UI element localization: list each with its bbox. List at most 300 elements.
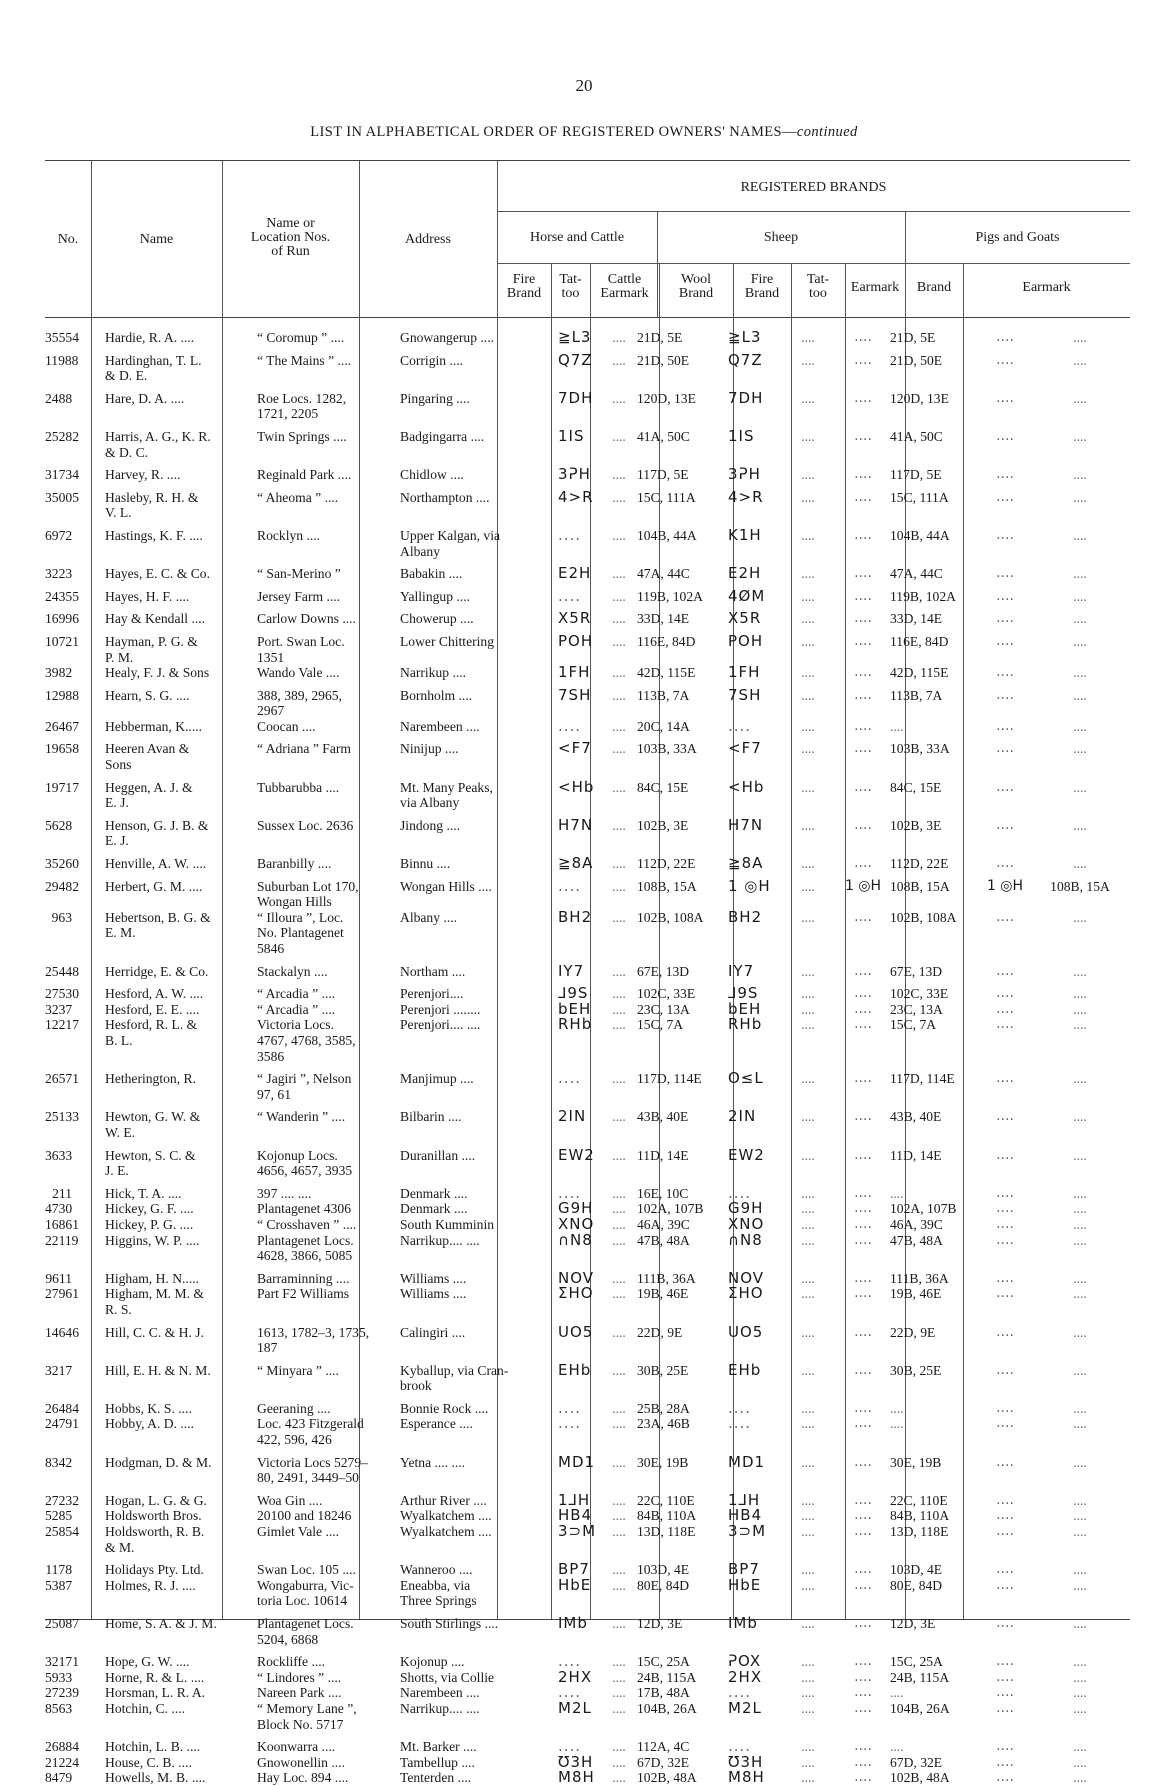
sheep-tattoo: ....	[854, 389, 872, 406]
sheep-tattoo: ....	[854, 565, 872, 582]
run-location: Suburban Lot 170, Wongan Hills	[257, 878, 359, 910]
sheep-earmark: 13D, 118E	[890, 1524, 949, 1540]
sheep-earmark: 15C, 7A	[890, 1017, 937, 1033]
sheep-tattoo: ....	[854, 1738, 872, 1755]
horse-fire-brand: 3ᕈH	[558, 465, 591, 484]
pig-earmark: ....	[1073, 1017, 1087, 1033]
sheep-tattoo: ....	[854, 1146, 872, 1163]
owner-address: Narrikup.... ....	[400, 1700, 480, 1716]
owner-name: Hetherington, R.	[105, 1071, 196, 1087]
owner-name: Harris, A. G., K. R. & D. C.	[105, 428, 211, 460]
owner-address: Gnowangerup ....	[400, 330, 495, 345]
owner-address: Bornholm ....	[400, 687, 473, 703]
table-row	[45, 611, 1130, 627]
run-location: “ San-Merino ”	[257, 566, 341, 582]
run-location: Victoria Locs. 4767, 4768, 3585, 3586	[257, 1017, 356, 1064]
horse-tattoo: ....	[612, 1654, 626, 1670]
cattle-earmark: 102B, 3E	[637, 817, 689, 833]
sheep-tattoo: ....	[854, 1361, 872, 1378]
owner-address: Babakin ....	[400, 566, 463, 582]
cattle-earmark: 104B, 26A	[637, 1700, 697, 1716]
pig-brand: ....	[996, 466, 1014, 483]
sheep-tattoo: ....	[854, 427, 872, 444]
horse-fire-brand: ....	[558, 586, 582, 605]
owner-number: 35554	[45, 330, 79, 345]
table-row	[45, 961, 1130, 980]
table-row	[45, 1109, 1130, 1140]
owner-address: Upper Kalgan, via Albany	[400, 527, 501, 559]
owner-number: 16996	[45, 611, 79, 627]
run-location: Baranbilly ....	[257, 856, 332, 872]
owner-name: Hesford, A. W. ....	[105, 986, 204, 1002]
sheep-tattoo: ....	[854, 962, 872, 979]
pig-brand: ....	[996, 1653, 1014, 1670]
cattle-earmark: 84B, 110A	[637, 1508, 697, 1524]
owner-name: Harvey, R. ....	[105, 467, 181, 483]
run-location: “ Crosshaven ” ....	[257, 1216, 357, 1232]
wool-brand: <Hb	[728, 777, 765, 796]
run-location: Woa Gin ....	[257, 1492, 323, 1508]
horse-fire-brand: NOV	[558, 1268, 595, 1287]
sheep-fire-brand: ....	[801, 527, 815, 543]
owner-number: 29482	[45, 878, 79, 894]
owner-name: Higgins, W. P. ....	[105, 1232, 200, 1248]
cattle-earmark: 22D, 9E	[637, 1324, 683, 1340]
pig-earmark: ....	[1073, 1001, 1087, 1017]
sheep-tattoo: ....	[854, 1070, 872, 1087]
sheep-fire-brand: ....	[801, 817, 815, 833]
sheep-earmark: 117D, 5E	[890, 467, 942, 483]
owner-number: 25133	[45, 1109, 79, 1125]
run-location: Barraminning ....	[257, 1270, 350, 1286]
owner-address: Williams ....	[400, 1270, 467, 1286]
wool-brand: HbE	[728, 1575, 762, 1594]
owner-number: 8479	[45, 1770, 73, 1786]
run-location: Port. Swan Loc. 1351	[257, 633, 345, 665]
run-location: “ Wanderin ” ....	[257, 1109, 346, 1125]
horse-fire-brand: 3⊃M	[558, 1522, 597, 1541]
sheep-fire-brand: ....	[801, 611, 815, 627]
pig-brand: ....	[996, 351, 1014, 368]
run-location: “ Illoura ”, Loc. No. Plantagenet 5846	[257, 909, 344, 956]
horse-tattoo: ....	[612, 1524, 626, 1540]
horse-fire-brand: M2L	[558, 1698, 592, 1717]
owner-address: Tenterden ....	[400, 1770, 472, 1786]
cattle-earmark: 15C, 25A	[637, 1654, 690, 1670]
sheep-fire-brand: ....	[801, 566, 815, 582]
pig-earmark: ....	[1073, 1232, 1087, 1248]
table-row	[45, 685, 1130, 719]
wool-brand: ⅃9S	[728, 984, 759, 1003]
sheep-fire-brand: ....	[801, 1739, 815, 1755]
pig-earmark: ....	[1073, 1270, 1087, 1286]
cattle-earmark: 30E, 19B	[637, 1454, 689, 1470]
header-sheep: Sheep	[763, 230, 799, 245]
pig-earmark: ....	[1073, 1685, 1087, 1701]
wool-brand: POH	[728, 631, 764, 650]
run-location: “ Arcadia ” ....	[257, 986, 336, 1002]
horse-tattoo: ....	[612, 1147, 626, 1163]
sheep-earmark: 112D, 22E	[890, 856, 949, 872]
wool-brand: NOV	[728, 1268, 765, 1287]
sheep-earmark: 102A, 107B	[890, 1201, 957, 1217]
horse-fire-brand: ....	[558, 1414, 582, 1433]
horse-tattoo: ....	[612, 779, 626, 795]
sheep-fire-brand: ....	[801, 665, 815, 681]
cattle-earmark: 112A, 4C	[637, 1739, 690, 1755]
pig-earmark: ....	[1073, 1147, 1087, 1163]
cattle-earmark: 102B, 48A	[637, 1770, 697, 1786]
pig-brand: ....	[996, 855, 1014, 872]
pig-earmark: ....	[1073, 527, 1087, 543]
horse-fire-brand: 7SH	[558, 685, 592, 704]
pig-earmark: ....	[1073, 489, 1087, 505]
pig-earmark: ....	[1073, 963, 1087, 979]
owner-address: Narembeen ....	[400, 718, 480, 734]
horse-fire-brand: UO5	[558, 1322, 594, 1341]
pig-earmark: ....	[1073, 588, 1087, 604]
sheep-fire-brand: ....	[801, 390, 815, 406]
sheep-fire-brand: ....	[801, 1216, 815, 1232]
wool-brand: ≧8A	[728, 854, 764, 873]
horse-tattoo: ....	[612, 611, 626, 627]
owner-number: 25282	[45, 428, 79, 444]
pig-earmark: ....	[1073, 1754, 1087, 1770]
sheep-fire-brand: ....	[801, 1416, 815, 1432]
wool-brand: ΣHO	[728, 1284, 764, 1303]
cattle-earmark: 117D, 5E	[637, 467, 689, 483]
sheep-tattoo: ....	[854, 1491, 872, 1508]
wool-brand: 1⅃H	[728, 1490, 761, 1509]
cattle-earmark: 24B, 115A	[637, 1669, 697, 1685]
owner-number: 26884	[45, 1739, 79, 1755]
horse-fire-brand: 7DH	[558, 388, 594, 407]
owner-name: Hotchin, L. B. ....	[105, 1739, 201, 1755]
horse-tattoo: ....	[612, 1739, 626, 1755]
sheep-tattoo: ....	[854, 1684, 872, 1701]
sheep-tattoo: ....	[854, 1523, 872, 1540]
pig-earmark: ....	[1073, 1524, 1087, 1540]
table-row	[45, 1739, 1130, 1755]
owner-number: 10721	[45, 633, 79, 649]
sheep-fire-brand: ....	[801, 1577, 815, 1593]
pig-brand: ....	[996, 740, 1014, 757]
table-row	[45, 1524, 1130, 1555]
owner-address: South Kumminin	[400, 1216, 495, 1232]
sheep-earmark: ....	[890, 1400, 904, 1416]
owner-address: Wyalkatchem ....	[400, 1524, 492, 1540]
wool-brand: IMb	[728, 1614, 758, 1632]
owner-name: Home, S. A. & J. M.	[105, 1616, 217, 1631]
table-row	[45, 716, 1130, 735]
owner-name: Hastings, K. F. ....	[105, 527, 203, 543]
sheep-tattoo: ....	[854, 717, 872, 734]
run-location: “ The Mains ” ....	[257, 352, 352, 368]
sheep-fire-brand: ....	[801, 1669, 815, 1685]
table-row	[45, 350, 1130, 384]
horse-tattoo: ....	[612, 1201, 626, 1217]
wool-brand: <F7	[728, 739, 762, 758]
owner-number: 21224	[45, 1754, 79, 1770]
horse-tattoo: ....	[612, 1416, 626, 1432]
sheep-tattoo: ....	[854, 329, 872, 345]
owner-address: Kojonup ....	[400, 1654, 465, 1670]
run-location: Wando Vale ....	[257, 665, 340, 681]
owner-number: 963	[51, 909, 72, 925]
cattle-earmark: 43B, 40E	[637, 1109, 689, 1125]
cattle-earmark: 15C, 111A	[637, 489, 696, 505]
owner-address: Eneabba, via Three Springs	[400, 1577, 477, 1609]
sheep-earmark: 80E, 84D	[890, 1577, 943, 1593]
header-name: Name	[139, 232, 174, 247]
header-tattoo: Tat- too	[559, 272, 582, 301]
owner-number: 12988	[45, 687, 79, 703]
horse-fire-brand: M8H	[558, 1768, 595, 1786]
pig-brand: ....	[996, 1561, 1014, 1578]
owner-number: 8342	[45, 1454, 73, 1470]
wool-brand: UO5	[728, 1322, 764, 1341]
sheep-fire-brand: ....	[801, 1232, 815, 1248]
pig-brand: ....	[996, 908, 1014, 925]
owner-name: Higham, H. N.....	[105, 1270, 200, 1286]
pig-earmark: ....	[1073, 633, 1087, 649]
horse-fire-brand: ≧L3	[558, 328, 592, 346]
pig-brand: ....	[996, 1070, 1014, 1087]
sheep-fire-brand: ....	[801, 1562, 815, 1578]
horse-tattoo: ....	[612, 1109, 626, 1125]
sheep-earmark: 22C, 110E	[890, 1492, 948, 1508]
table-row	[45, 1017, 1130, 1064]
wool-brand: bEH	[728, 999, 762, 1018]
sheep-tattoo: ....	[854, 1215, 872, 1232]
pig-earmark: ....	[1073, 1216, 1087, 1232]
header-address: Address	[405, 232, 451, 247]
owner-name: Horsman, L. R. A.	[105, 1685, 206, 1701]
cattle-earmark: 104B, 44A	[637, 527, 697, 543]
header-location: Name or Location Nos. of Run	[250, 216, 331, 259]
owner-number: 8563	[45, 1700, 73, 1716]
wool-brand: 7DH	[728, 388, 764, 407]
sheep-earmark: 22D, 9E	[890, 1324, 936, 1340]
run-location: Hay Loc. 894 ....	[257, 1770, 349, 1786]
owner-name: Hesford, R. L. & B. L.	[105, 1017, 198, 1048]
owner-name: Herbert, G. M. ....	[105, 878, 203, 894]
horse-fire-brand: ....	[558, 1183, 582, 1202]
pig-brand: ....	[996, 1000, 1014, 1017]
owner-name: Herridge, E. & Co.	[105, 963, 209, 979]
run-location: Stackalyn ....	[257, 963, 328, 979]
cattle-earmark: 33D, 14E	[637, 611, 690, 627]
pig-earmark: ....	[1073, 909, 1087, 925]
wool-brand: H7N	[728, 815, 764, 834]
pig-brand: ....	[996, 526, 1014, 543]
owner-number: 27961	[45, 1286, 79, 1302]
horse-fire-brand: ....	[558, 1069, 582, 1088]
cattle-earmark: 84C, 15E	[637, 779, 689, 795]
pig-brand: ....	[996, 778, 1014, 795]
pig-earmark: ....	[1073, 1770, 1087, 1786]
pig-earmark: ....	[1073, 390, 1087, 406]
owner-address: Corrigin ....	[400, 352, 464, 368]
wool-brand: ....	[728, 1737, 752, 1756]
horse-fire-brand: IY7	[558, 961, 585, 980]
owner-name: Hay & Kendall ....	[105, 611, 206, 627]
sheep-earmark: 42D, 115E	[890, 665, 949, 681]
pig-brand: ....	[996, 1684, 1014, 1701]
run-location: Gimlet Vale ....	[257, 1524, 340, 1540]
owner-number: 14646	[45, 1324, 79, 1340]
wool-brand: E2H	[728, 564, 762, 583]
sheep-fire-brand: ....	[801, 1492, 815, 1508]
sheep-fire-brand: ....	[801, 1071, 815, 1087]
horse-tattoo: ....	[612, 1700, 626, 1716]
sheep-earmark: 47A, 44C	[890, 566, 943, 582]
sheep-fire-brand: ....	[801, 878, 815, 894]
owner-number: 27239	[45, 1685, 79, 1701]
sheep-earmark: 103B, 33A	[890, 741, 950, 757]
horse-tattoo: ....	[612, 1508, 626, 1524]
run-location: Plantagenet Locs. 4628, 3866, 5085	[257, 1232, 354, 1264]
horse-tattoo: ....	[612, 817, 626, 833]
sheep-fire-brand: ....	[801, 1109, 815, 1125]
owner-address: Perenjori.... ....	[400, 1017, 481, 1033]
owner-name: Henson, G. J. B. & E. J.	[105, 817, 209, 849]
sheep-fire-brand: ....	[801, 687, 815, 703]
sheep-tattoo: ....	[854, 1200, 872, 1217]
run-location: “ Arcadia ” ....	[257, 1001, 336, 1017]
owner-name: Henville, A. W. ....	[105, 856, 207, 872]
sheep-tattoo: ....	[854, 351, 872, 368]
cattle-earmark: 102C, 33E	[637, 986, 696, 1002]
horse-tattoo: ....	[612, 1685, 626, 1701]
horse-tattoo: ....	[612, 1286, 626, 1302]
cattle-earmark: 111B, 36A	[637, 1270, 696, 1286]
sheep-earmark: 102B, 3E	[890, 817, 942, 833]
wool-brand: G9H	[728, 1199, 764, 1218]
owner-number: 3217	[45, 1362, 73, 1378]
owner-address: Albany ....	[400, 909, 458, 925]
owner-number: 11988	[45, 352, 79, 368]
page-number: 20	[575, 76, 593, 95]
wool-brand: 1FH	[728, 663, 761, 682]
sheep-earmark: 15C, 111A	[890, 489, 949, 505]
page-title-main: LIST IN ALPHABETICAL ORDER OF REGISTERED OWNERS' NAMES—	[310, 124, 797, 140]
pig-earmark: ....	[1073, 330, 1087, 345]
horse-fire-brand: POH	[558, 631, 594, 650]
cattle-earmark: 120D, 13E	[637, 390, 696, 406]
sheep-fire-brand: ....	[801, 1286, 815, 1302]
table-row	[45, 1616, 1130, 1647]
wool-brand: 1IS	[728, 426, 755, 445]
horse-fire-brand: IMb	[558, 1614, 588, 1632]
run-location: Rocklyn ....	[257, 527, 321, 543]
owner-number: 22119	[45, 1232, 79, 1248]
sheep-fire-brand: ....	[801, 1147, 815, 1163]
run-location: “ Coromup ” ....	[257, 330, 345, 345]
wool-brand: ∩N8	[728, 1230, 763, 1249]
cattle-earmark: 46A, 39C	[637, 1216, 690, 1232]
horse-tattoo: ....	[612, 1616, 626, 1631]
owner-name: Hewton, G. W. & W. E.	[105, 1109, 201, 1140]
sheep-earmark: 84B, 110A	[890, 1508, 950, 1524]
cattle-earmark: 80E, 84D	[637, 1577, 690, 1593]
owner-name: Hill, E. H. & N. M.	[105, 1362, 211, 1378]
sheep-tattoo: ....	[854, 855, 872, 872]
pig-brand: ....	[996, 329, 1014, 345]
wool-brand: Q7Z	[728, 350, 763, 369]
pig-brand: ....	[996, 962, 1014, 979]
horse-tattoo: ....	[612, 878, 626, 894]
owner-address: Badgingarra ....	[400, 428, 485, 444]
run-location: 20100 and 18246	[257, 1508, 352, 1524]
pig-brand: ....	[996, 1184, 1014, 1201]
pig-brand: ....	[996, 1200, 1014, 1217]
owner-number: 5387	[45, 1577, 73, 1593]
run-location: Part F2 Williams	[257, 1286, 350, 1302]
owner-address: Arthur River ....	[400, 1492, 487, 1508]
owner-address: Northam ....	[400, 963, 466, 979]
owner-name: House, C. B. ....	[105, 1754, 192, 1770]
horse-tattoo: ....	[612, 633, 626, 649]
table-row	[45, 1667, 1130, 1686]
pig-earmark: ....	[1073, 428, 1087, 444]
sheep-fire-brand: ....	[801, 1700, 815, 1716]
wool-brand: XNO	[728, 1214, 765, 1233]
sheep-earmark: 11D, 14E	[890, 1147, 942, 1163]
cattle-earmark: 119B, 102A	[637, 588, 703, 604]
owner-name: Hardie, R. A. ....	[105, 330, 195, 345]
owner-address: Kyballup, via Cran- brook	[400, 1362, 509, 1394]
wool-brand: X5R	[728, 609, 762, 628]
horse-tattoo: ....	[612, 1324, 626, 1340]
owner-number: 26484	[45, 1400, 79, 1416]
owner-address: Jindong ....	[400, 817, 461, 833]
cattle-earmark: 25B, 28A	[637, 1400, 690, 1416]
owner-address: Williams ....	[400, 1286, 467, 1302]
run-location: Kojonup Locs. 4656, 4657, 3935	[257, 1147, 353, 1179]
owner-name: Heeren Avan & Sons	[105, 741, 190, 773]
horse-fire-brand: ....	[558, 525, 582, 544]
owner-number: 27232	[45, 1492, 79, 1508]
owner-number: 19717	[45, 779, 79, 795]
sheep-tattoo: ....	[854, 1269, 872, 1286]
sheep-fire-brand: ....	[801, 1201, 815, 1217]
cattle-earmark: 30B, 25E	[637, 1362, 689, 1378]
owner-address: Shotts, via Collie	[400, 1669, 495, 1685]
pig-earmark: ....	[1073, 1400, 1087, 1416]
pig-brand: ....	[996, 1507, 1014, 1524]
pig-brand: ....	[996, 1738, 1014, 1755]
pig-earmark: ....	[1073, 1562, 1087, 1578]
horse-fire-brand: G9H	[558, 1199, 594, 1218]
table-row	[45, 388, 1130, 422]
owner-name: Hope, G. W. ....	[105, 1654, 190, 1670]
pig-earmark: ....	[1073, 718, 1087, 734]
horse-tattoo: ....	[612, 330, 626, 345]
table-row	[45, 1752, 1130, 1771]
table-row	[45, 1360, 1130, 1394]
owner-name: Hodgman, D. & M.	[105, 1454, 212, 1470]
owner-number: 2488	[45, 390, 73, 406]
table-row	[45, 1398, 1130, 1417]
sheep-earmark: 84C, 15E	[890, 779, 942, 795]
owner-name: Holidays Pty. Ltd.	[105, 1562, 204, 1578]
pig-brand: ....	[996, 565, 1014, 582]
sheep-tattoo: ....	[854, 526, 872, 543]
sheep-earmark: 41A, 50C	[890, 428, 943, 444]
horse-fire-brand: 1⅃H	[558, 1490, 591, 1509]
horse-tattoo: ....	[612, 687, 626, 703]
